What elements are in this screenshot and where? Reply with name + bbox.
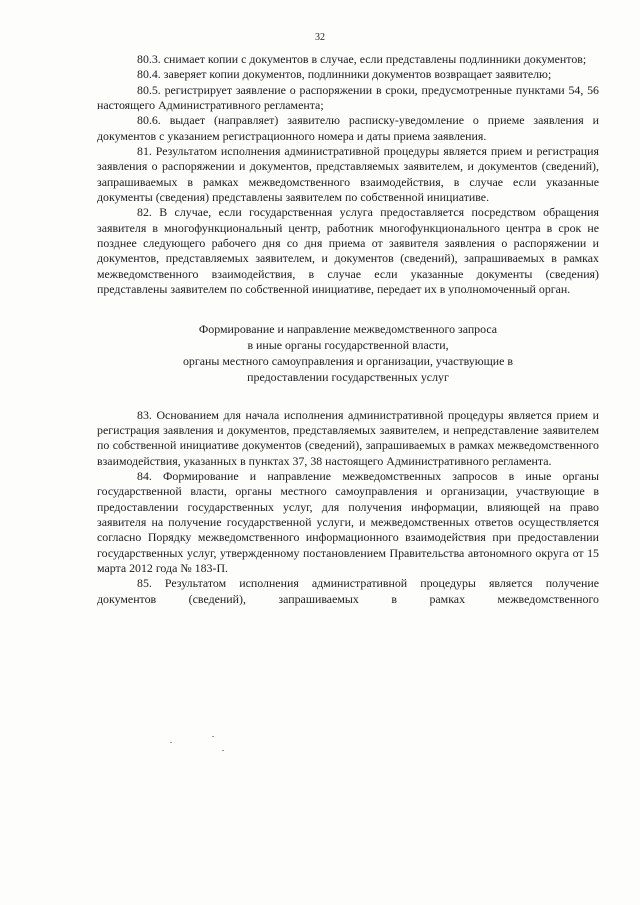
page-number: 32 [315,32,325,43]
paragraph-83: 83. Основанием для начала исполнения административной процедуры является прием и регистрация заявления и документов, представляемых заявителем, и непредставление заявителем по собственной инициативе документов (сведений), запрашиваемых в рамках межведомственного взаимодействия, указанных в пунктах 37, 38 настоящего Административного регламента. [97,407,599,468]
scan-speck [212,736,214,737]
paragraph-80-4: 80.4. заверяет копии документов, подлинники документов возвращает заявителю; [137,67,552,82]
section-heading-line: Формирование и направление межведомственного запроса [198,321,498,336]
section-heading [97,321,599,385]
paragraph-82: 82. В случае, если государственная услуга предоставляется посредством обращения заявителя в многофункциональный центр, работник многофункционального центра в срок не позднее следующего рабочего дня со дня приема от заявителя заявления о распоряжении и документов, представляемых заявителем, и документов (сведений), запрашиваемых в рамках межведомственного взаимодействия, в случае если указанные документы (сведения) представлены заявителем по собственной инициативе, передает их в уполномоченный орган. [97,205,599,297]
paragraph-80-5: 80.5. регистрирует заявление о распоряжении в сроки, предусмотренные пунктами 54, 56 настоящего Административного регламента; [97,82,599,113]
scan-speck [222,750,224,751]
section-heading-line: в иные органы государственной власти, [247,337,449,352]
paragraph-81: 81. Результатом исполнения административной процедуры является прием и регистрация заявления о распоряжении и документов, представляемых заявителем, и документов (сведений), запрашиваемых в рамках межведомственного взаимодействия, в случае если указанные документы (сведения) представлены заявителем по собственной инициативе. [97,144,599,205]
paragraph-80-6: 80.6. выдает (направляет) заявителю расписку-уведомление о приеме заявления и документов с указанием регистрационного номера и даты приема заявления. [97,113,599,143]
section-heading-line: органы местного самоуправления и организации, участвующие в [182,353,514,368]
paragraph-85: 85. Результатом исполнения административной процедуры является получение документов (сведений), запрашиваемых в рамках межведомственного [97,576,599,606]
paragraph-80-3: 80.3. снимает копии с документов в случае, если представлены подлинники документов; [137,52,587,66]
scan-speck [170,742,172,743]
section-heading-line: предоставлении государственных услуг [247,369,449,384]
document-body [97,52,599,607]
paragraph-84: 84. Формирование и направление межведомственных запросов в иные органы государственной власти, органы местного самоуправления и организации, участвующие в предоставлении государственных услуг, для получения информации, влияющей на право заявителя на получение государственной услуги, и межведомственных ответов осуществляется согласно Порядку межведомственного информационного взаимодействия при предоставлении государственных услуг, утвержденному постановлением Правительства автономного округа от 15 марта 2012 года № 183-П. [97,468,599,575]
